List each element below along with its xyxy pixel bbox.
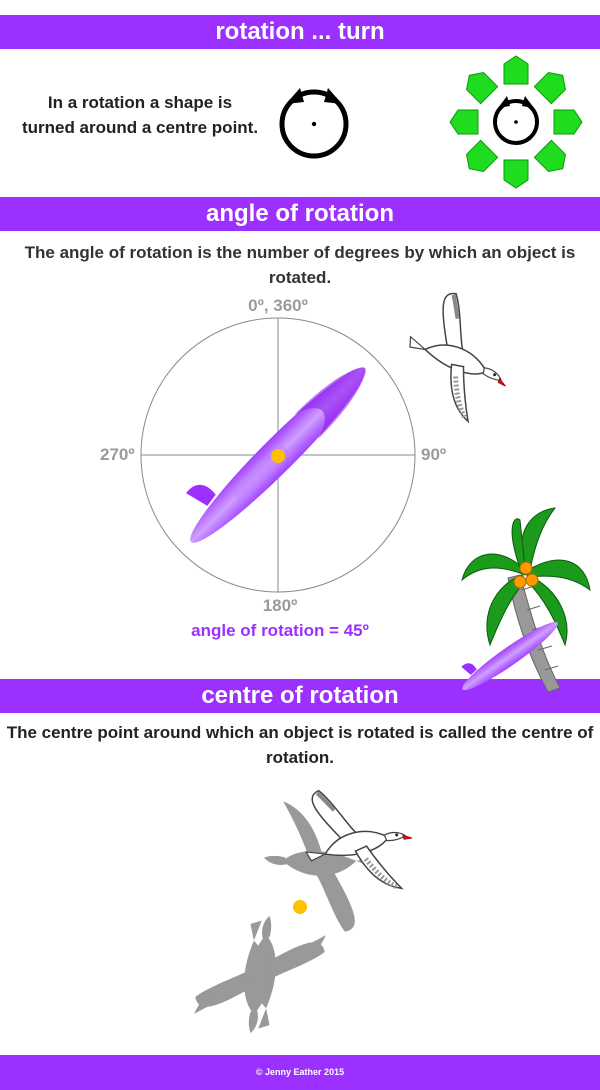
degree-label-180: 180º <box>262 596 298 615</box>
rotation-circle-icon <box>282 88 346 156</box>
degree-label-0-360: 0º, 360º <box>248 296 308 315</box>
centre-of-rotation-dot <box>293 900 307 914</box>
seagull-icon <box>390 284 529 429</box>
palm-tree-icon <box>462 508 590 692</box>
angle-of-rotation-label: angle of rotation = 45º <box>191 621 369 640</box>
centre-point-dot <box>271 449 285 463</box>
rotation-banner: rotation ... turn <box>0 15 600 49</box>
surfboard-shape <box>164 341 377 554</box>
copyright-footer: © Jenny Eather 2015 <box>0 1055 600 1090</box>
centre-banner: centre of rotation <box>0 679 600 713</box>
degree-label-90: 90º <box>421 445 447 464</box>
degree-label-270: 270º <box>100 445 135 464</box>
rotation-definition: In a rotation a shape is turned around a centre point. <box>21 93 259 137</box>
angle-definition: The angle of rotation is the number of degrees by which an object is rotated. <box>24 243 576 287</box>
rotated-green-arrows-icon <box>450 56 582 188</box>
angle-banner: angle of rotation <box>0 197 600 231</box>
centre-definition: The centre point around which an object is rotated is called the centre of rotation. <box>6 723 594 767</box>
